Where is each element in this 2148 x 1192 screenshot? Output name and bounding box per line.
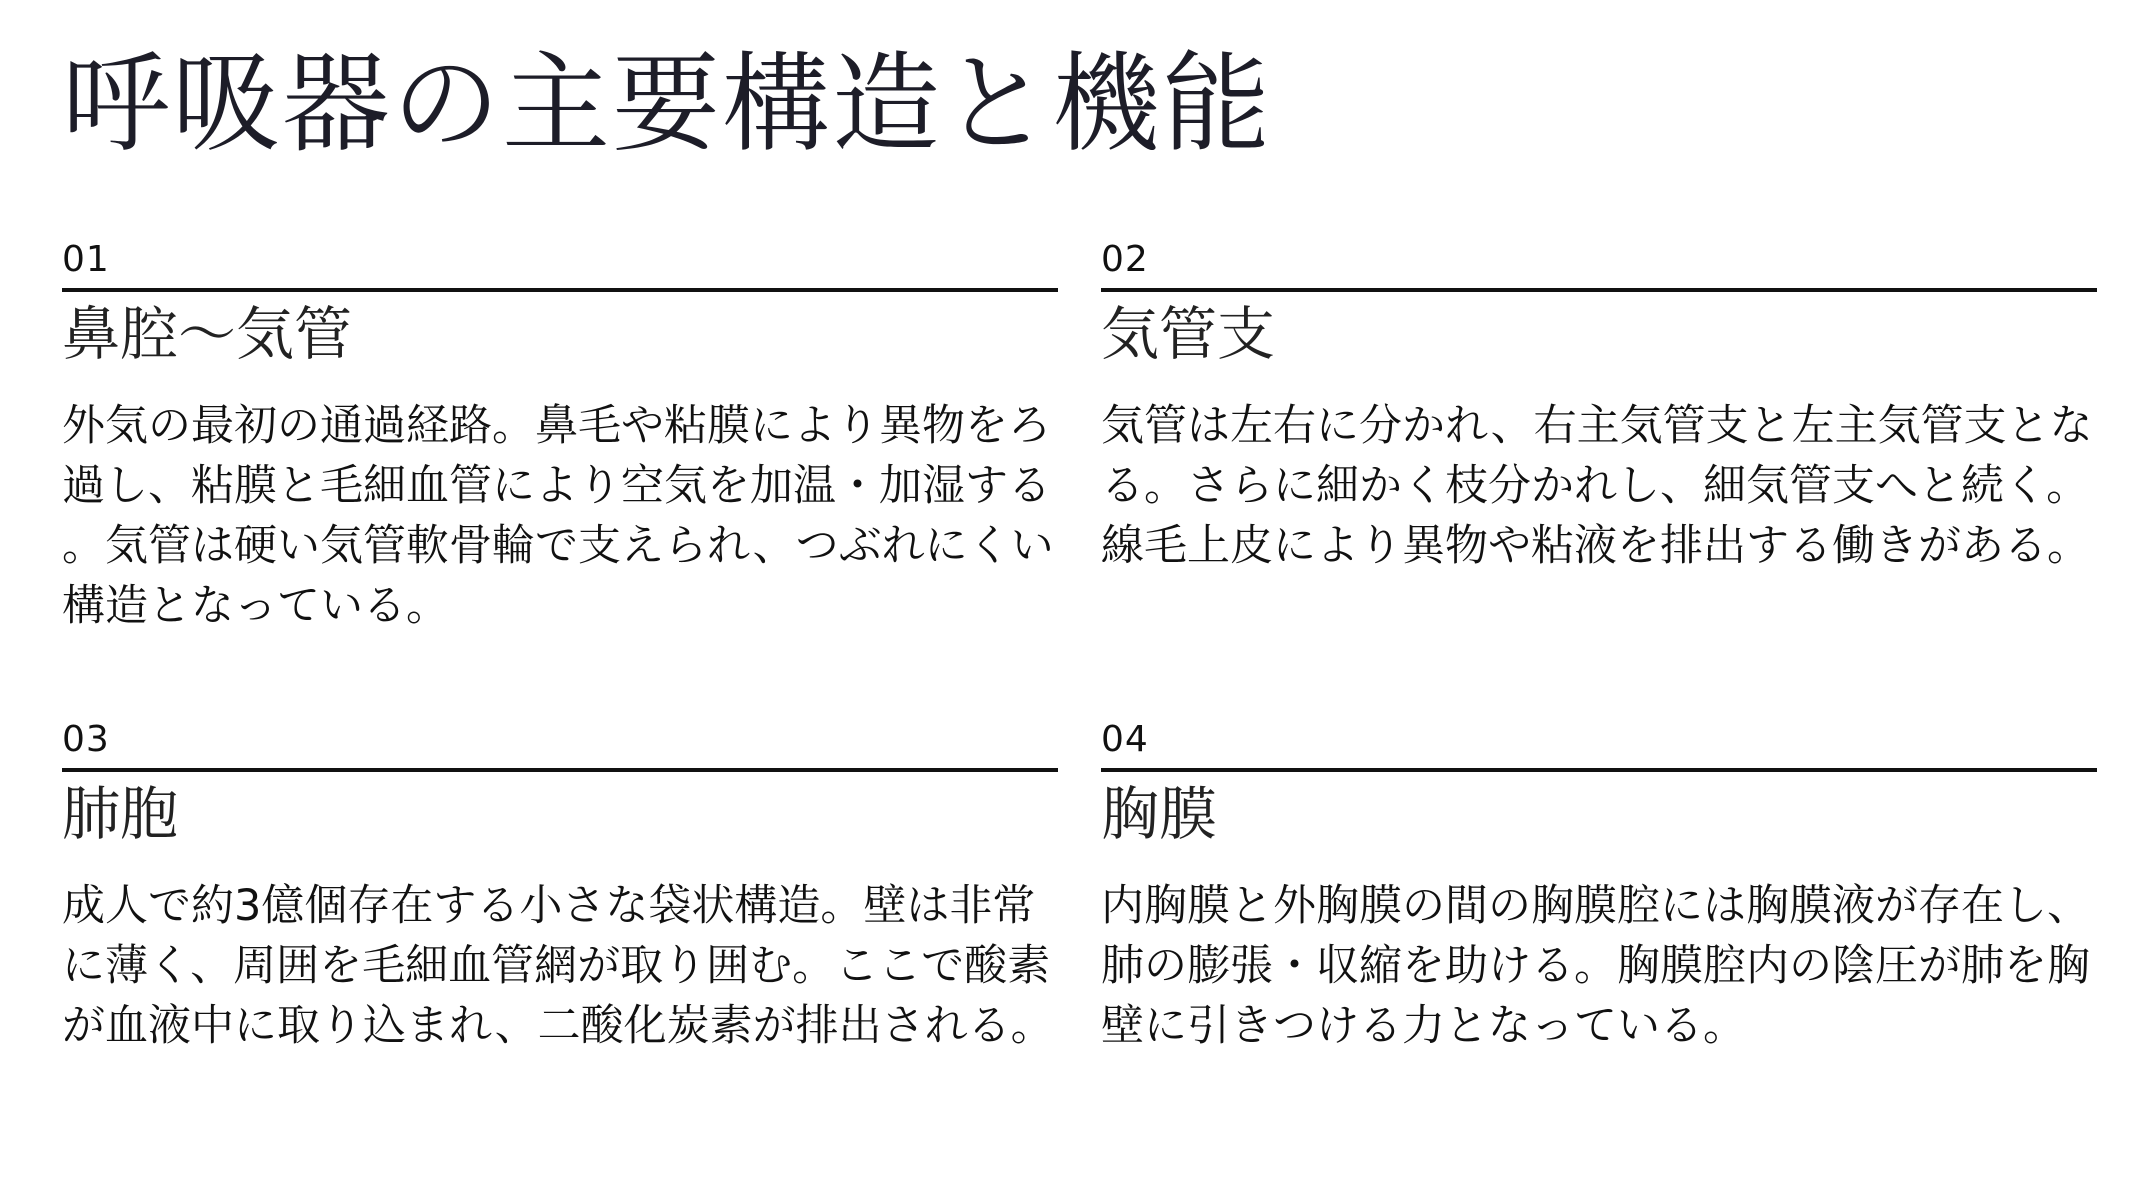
divider <box>1101 288 2097 292</box>
card-body: 気管は左右に分かれ、右主気管支と左主気管支となる。さらに細かく枝分かれし、細気管支へと続く。線毛上皮により異物や粘液を排出する働きがある。 <box>1101 401 2093 571</box>
card-number: 01 <box>62 239 110 280</box>
card-title: 肺胞 <box>62 780 179 848</box>
card-bronchi <box>1101 238 2097 576</box>
card-body: 成人で約3億個存在する小さな袋状構造。壁は非常に薄く、周囲を毛細血管網が取り囲む。ここで酸素が血液中に取り込まれ、二酸化炭素が排出される。 <box>62 881 1054 1051</box>
divider <box>62 768 1058 772</box>
card-alveoli <box>62 718 1058 1056</box>
card-number: 03 <box>62 719 110 760</box>
card-title: 鼻腔～気管 <box>62 300 353 368</box>
card-number: 02 <box>1101 239 1149 280</box>
card-body: 内胸膜と外胸膜の間の胸膜腔には胸膜液が存在し、肺の膨張・収縮を助ける。胸膜腔内の陰圧が肺を胸壁に引きつける力となっている。 <box>1101 881 2090 1051</box>
divider <box>1101 768 2097 772</box>
card-title: 気管支 <box>1101 300 1276 368</box>
divider <box>62 288 1058 292</box>
card-number: 04 <box>1101 719 1149 760</box>
card-pleura <box>1101 718 2097 1056</box>
card-title: 胸膜 <box>1101 780 1218 848</box>
card-body: 外気の最初の通過経路。鼻毛や粘膜により異物をろ過し、粘膜と毛細血管により空気を加温・加湿する。気管は硬い気管軟骨輪で支えられ、つぶれにくい構造となっている。 <box>62 401 1054 631</box>
card-nasal-cavity-trachea <box>62 238 1058 636</box>
page-title: 呼吸器の主要構造と機能 <box>62 42 1273 167</box>
